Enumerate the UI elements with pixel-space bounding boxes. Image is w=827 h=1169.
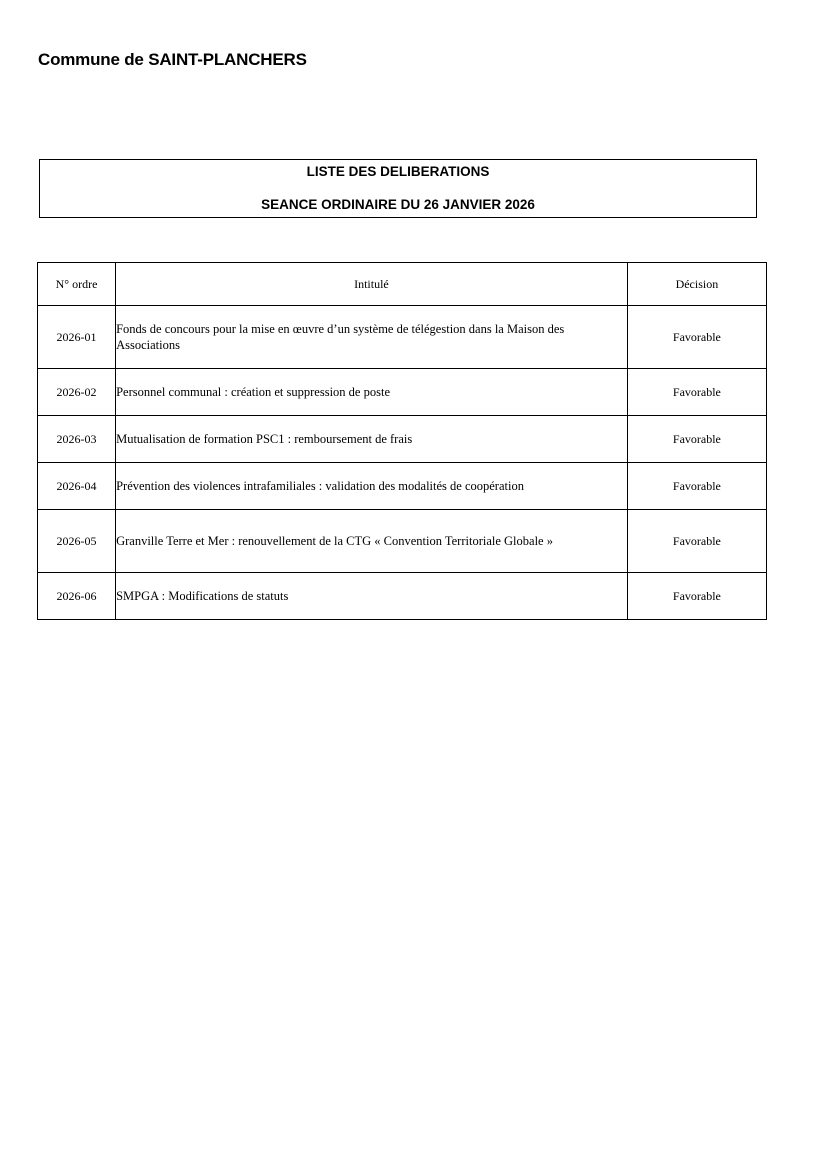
row-decision: Favorable xyxy=(627,369,766,416)
row-title: Fonds de concours pour la mise en œuvre d’un système de télégestion dans la Maison des Associations xyxy=(116,306,628,369)
table-row xyxy=(38,573,767,620)
row-title: SMPGA : Modifications de statuts xyxy=(116,573,628,620)
row-number: 2026-04 xyxy=(38,463,116,510)
commune-name: Commune de SAINT-PLANCHERS xyxy=(38,50,307,69)
table-header-row xyxy=(38,263,767,306)
row-title: Personnel communal : création et suppression de poste xyxy=(116,369,628,416)
row-number: 2026-01 xyxy=(38,306,116,369)
title-box xyxy=(39,159,757,218)
row-decision: Favorable xyxy=(627,510,766,573)
table-row xyxy=(38,369,767,416)
column-header-number: N° ordre xyxy=(38,263,116,306)
table-row xyxy=(38,463,767,510)
row-number: 2026-03 xyxy=(38,416,116,463)
row-title: Prévention des violences intrafamiliales : validation des modalités de coopération xyxy=(116,463,628,510)
row-number: 2026-05 xyxy=(38,510,116,573)
row-title: Mutualisation de formation PSC1 : remboursement de frais xyxy=(116,416,628,463)
row-title: Granville Terre et Mer : renouvellement de la CTG « Convention Territoriale Globale » xyxy=(116,510,628,573)
table-row xyxy=(38,510,767,573)
row-decision: Favorable xyxy=(627,306,766,369)
session-title: SEANCE ORDINAIRE DU 26 JANVIER 2026 xyxy=(261,197,535,212)
row-decision: Favorable xyxy=(627,573,766,620)
column-header-title: Intitulé xyxy=(116,263,628,306)
row-decision: Favorable xyxy=(627,416,766,463)
table-row xyxy=(38,306,767,369)
row-number: 2026-02 xyxy=(38,369,116,416)
list-title: LISTE DES DELIBERATIONS xyxy=(306,164,490,179)
row-decision: Favorable xyxy=(627,463,766,510)
column-header-decision: Décision xyxy=(627,263,766,306)
row-number: 2026-06 xyxy=(38,573,116,620)
table-row xyxy=(38,416,767,463)
deliberations-table xyxy=(37,262,767,620)
